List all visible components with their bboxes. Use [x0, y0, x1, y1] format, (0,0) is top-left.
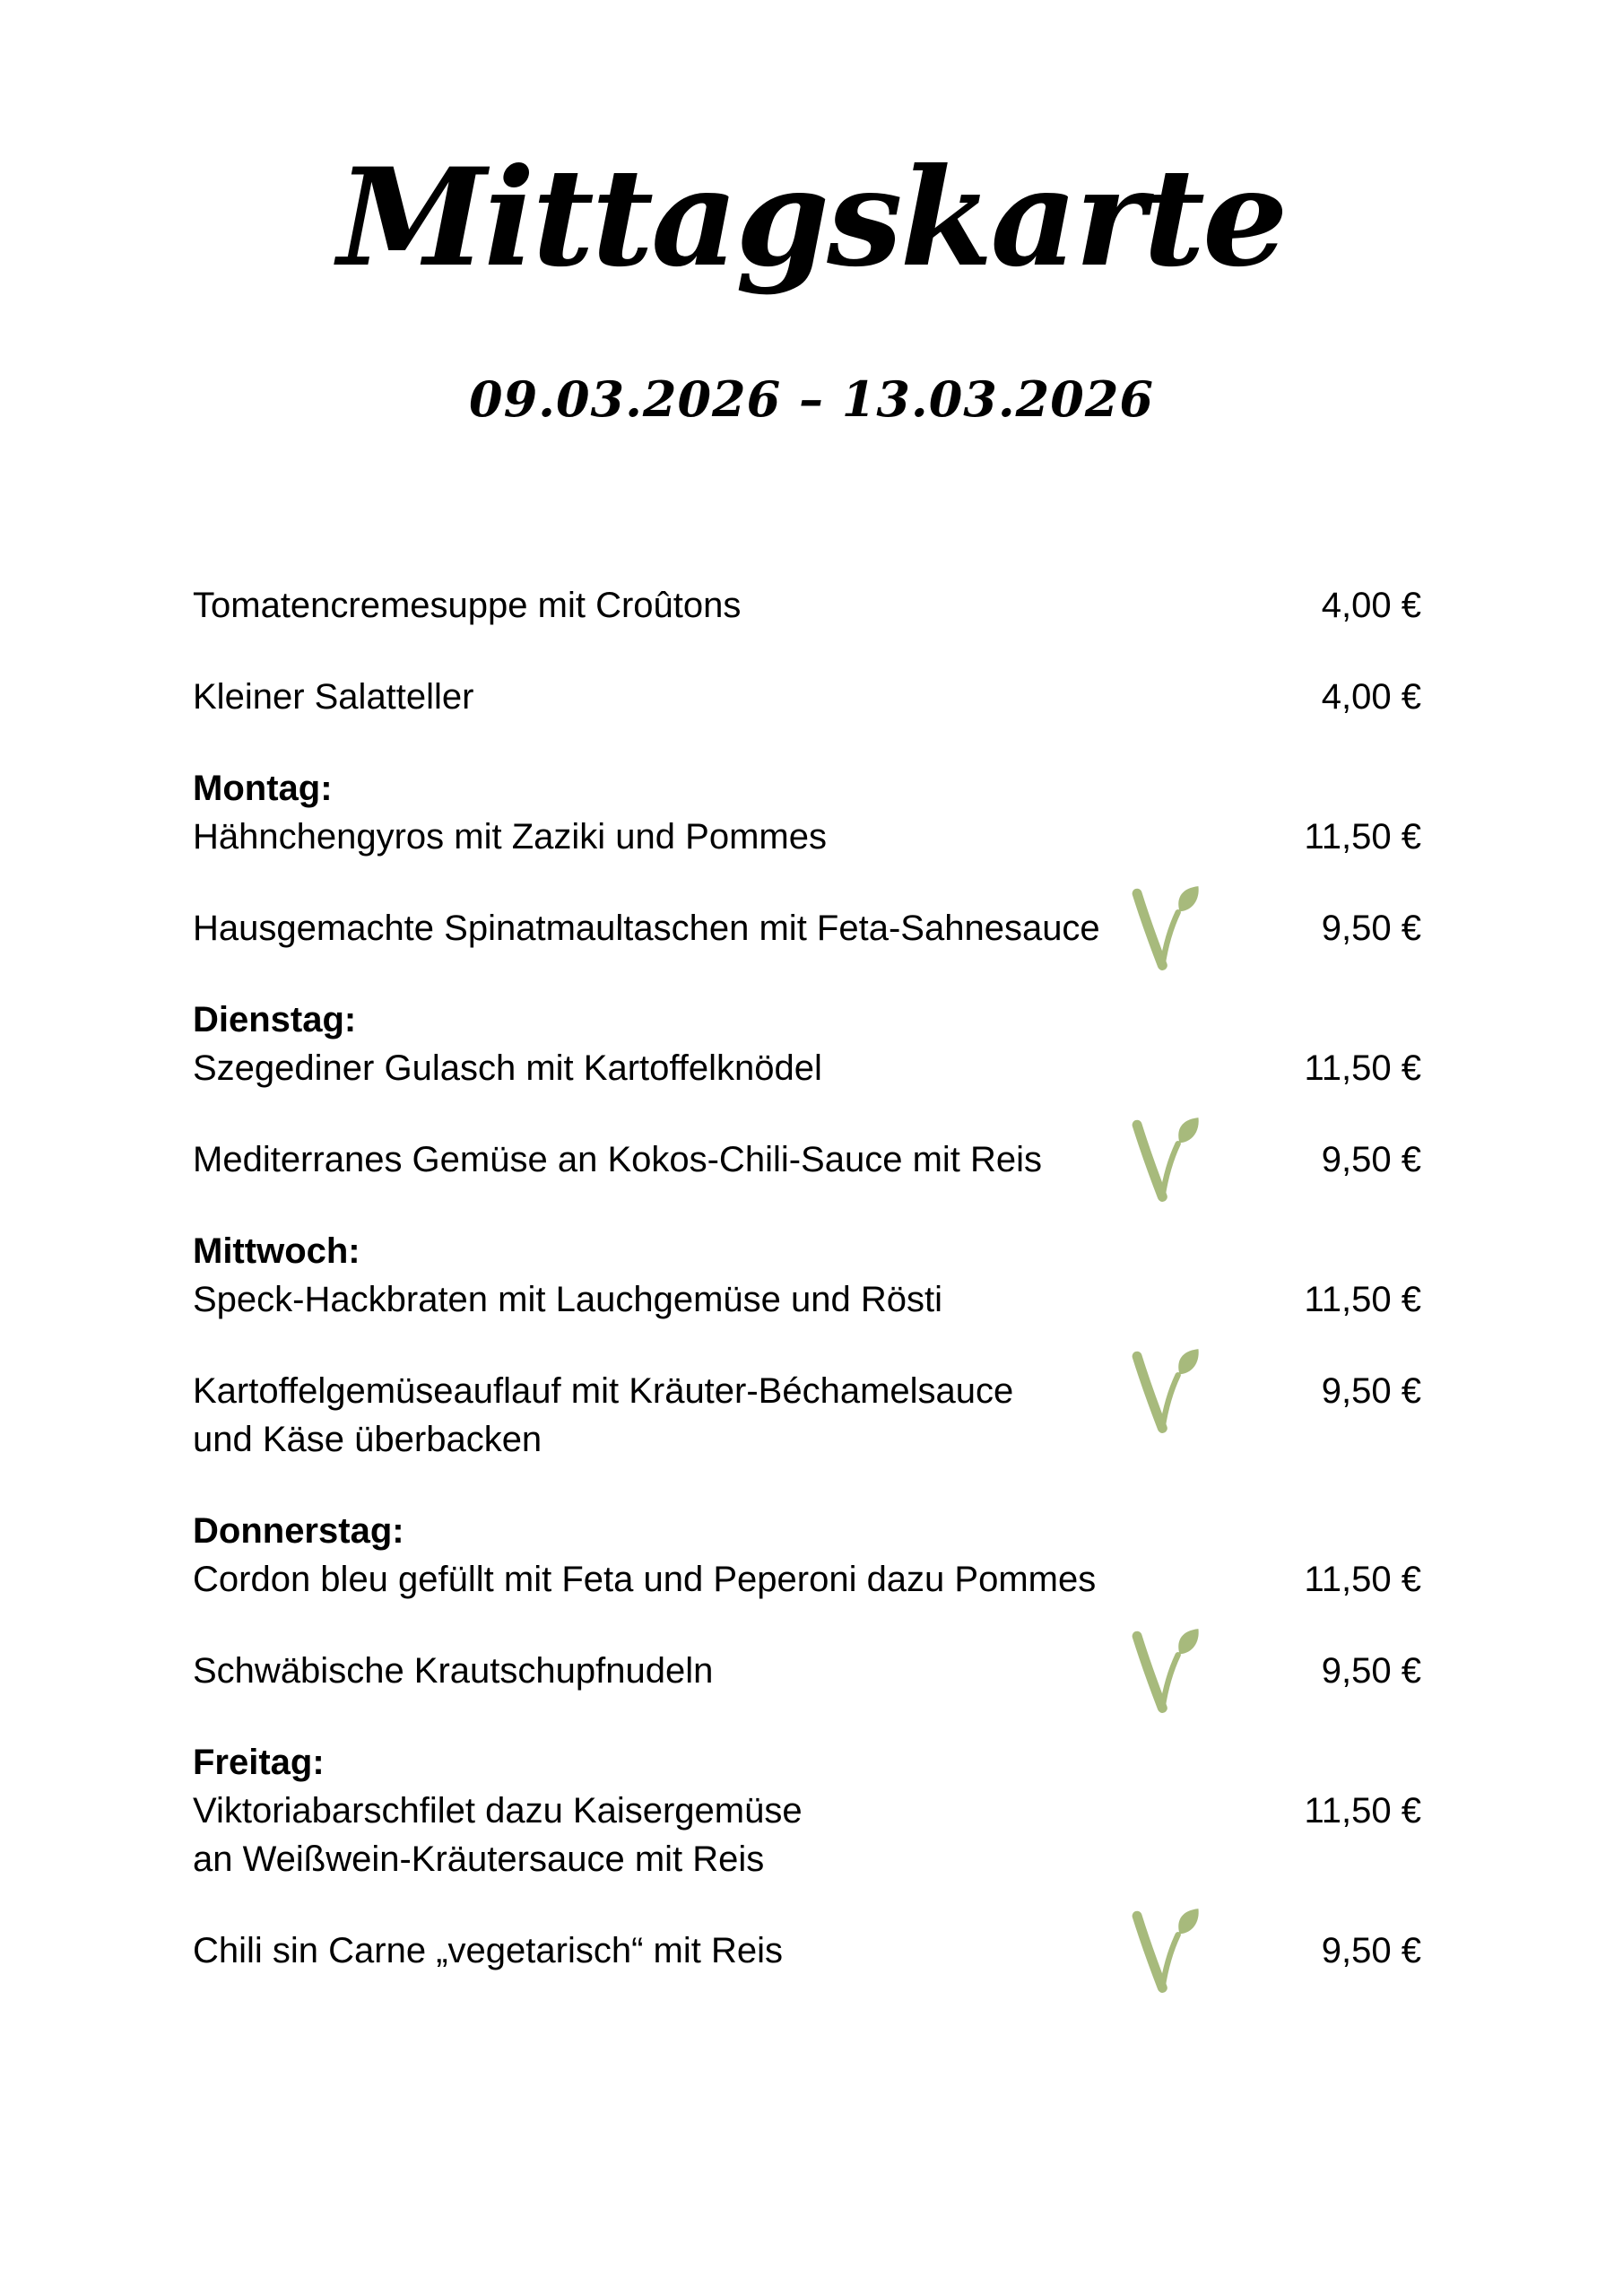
- item-price: 9,50 €: [1321, 908, 1421, 948]
- icon-cell: [1116, 1367, 1215, 1415]
- page-title: Mittagskarte: [337, 139, 1286, 297]
- item-price: 11,50 €: [1304, 1790, 1421, 1831]
- item-name-line2: und Käse überbacken: [193, 1419, 542, 1459]
- vegetarian-leaf-icon: [1129, 1115, 1202, 1205]
- day-block-freitag: [193, 1738, 1421, 1883]
- item-name: Hähnchengyros mit Zaziki und Pommes: [193, 816, 827, 857]
- item-price: 11,50 €: [1304, 1279, 1421, 1319]
- starter-block: [193, 673, 1421, 721]
- vegetarian-leaf-icon: [1129, 1906, 1202, 1996]
- icon-cell: [1116, 813, 1215, 861]
- item-name: Tomatencremesuppe mit Croûtons: [193, 585, 742, 625]
- day-block-mittwoch: [193, 1227, 1421, 1324]
- date-range: 09.03.2026 – 13.03.2026: [469, 370, 1154, 428]
- menu-item-row: [193, 1555, 1421, 1604]
- vegetarian-leaf-icon: [1129, 1626, 1202, 1716]
- icon-cell: [1116, 581, 1215, 630]
- menu-item-row: [193, 581, 1421, 630]
- vegetarian-leaf-icon: [1129, 883, 1202, 973]
- item-name-line1: Viktoriabarschfilet dazu Kaisergemüse: [193, 1790, 803, 1831]
- day-block-dienstag: [193, 996, 1421, 1092]
- menu-item-row: [193, 1135, 1421, 1184]
- menu-item-row: [193, 1926, 1421, 1975]
- item-name: Speck-Hackbraten mit Lauchgemüse und Rösti: [193, 1279, 942, 1319]
- item-price: 9,50 €: [1321, 1930, 1421, 1970]
- item-name: Kleiner Salatteller: [193, 676, 474, 717]
- item-name: [193, 1787, 1116, 1883]
- menu-item-row: [193, 673, 1421, 721]
- icon-cell: [1116, 1787, 1215, 1835]
- veg-item-block: [193, 904, 1421, 952]
- item-price: 9,50 €: [1321, 1139, 1421, 1179]
- item-name: Cordon bleu gefüllt mit Feta und Peperoni dazu Pommes: [193, 1559, 1097, 1599]
- day-block-donnerstag: [193, 1507, 1421, 1604]
- menu-item-row: [193, 1647, 1421, 1695]
- icon-cell: [1116, 1555, 1215, 1604]
- menu-item-row: [193, 904, 1421, 952]
- starter-block: [193, 581, 1421, 630]
- item-price: 11,50 €: [1304, 816, 1421, 857]
- item-name: Schwäbische Krautschupfnudeln: [193, 1650, 714, 1691]
- day-header: Dienstag:: [193, 999, 357, 1039]
- icon-cell: [1116, 1044, 1215, 1092]
- day-header: Mittwoch:: [193, 1231, 360, 1271]
- icon-cell: [1116, 1926, 1215, 1975]
- icon-cell: [1116, 1275, 1215, 1324]
- menu-list: [0, 581, 1623, 1975]
- item-name: Chili sin Carne „vegetarisch“ mit Reis: [193, 1930, 783, 1970]
- icon-cell: [1116, 673, 1215, 721]
- veg-item-block: [193, 1367, 1421, 1464]
- menu-item-row: [193, 1044, 1421, 1092]
- veg-item-block: [193, 1135, 1421, 1184]
- item-price: 4,00 €: [1321, 585, 1421, 625]
- item-name: Szegediner Gulasch mit Kartoffelknödel: [193, 1048, 822, 1088]
- item-price: 11,50 €: [1304, 1048, 1421, 1088]
- icon-cell: [1116, 904, 1215, 952]
- icon-cell: [1116, 1135, 1215, 1184]
- menu-item-row: [193, 813, 1421, 861]
- item-name: Mediterranes Gemüse an Kokos-Chili-Sauce mit Reis: [193, 1139, 1043, 1179]
- veg-item-block: [193, 1647, 1421, 1695]
- item-name: Hausgemachte Spinatmaultaschen mit Feta-Sahnesauce: [193, 908, 1100, 948]
- vegetarian-leaf-icon: [1129, 1346, 1202, 1436]
- item-name: [193, 1367, 1116, 1464]
- veg-item-block: [193, 1926, 1421, 1975]
- menu-item-row: [193, 1275, 1421, 1324]
- menu-item-row: [193, 1367, 1421, 1464]
- item-price: 4,00 €: [1321, 676, 1421, 717]
- icon-cell: [1116, 1647, 1215, 1695]
- day-header: Donnerstag:: [193, 1510, 404, 1551]
- item-name-line1: Kartoffelgemüseauflauf mit Kräuter-Béchamelsauce: [193, 1370, 1014, 1411]
- day-block-montag: [193, 764, 1421, 861]
- item-price: 11,50 €: [1304, 1559, 1421, 1599]
- day-header: Freitag:: [193, 1742, 325, 1782]
- menu-item-row: [193, 1787, 1421, 1883]
- item-price: 9,50 €: [1321, 1370, 1421, 1411]
- day-header: Montag:: [193, 768, 333, 808]
- item-name-line2: an Weißwein-Kräutersauce mit Reis: [193, 1839, 765, 1879]
- item-price: 9,50 €: [1321, 1650, 1421, 1691]
